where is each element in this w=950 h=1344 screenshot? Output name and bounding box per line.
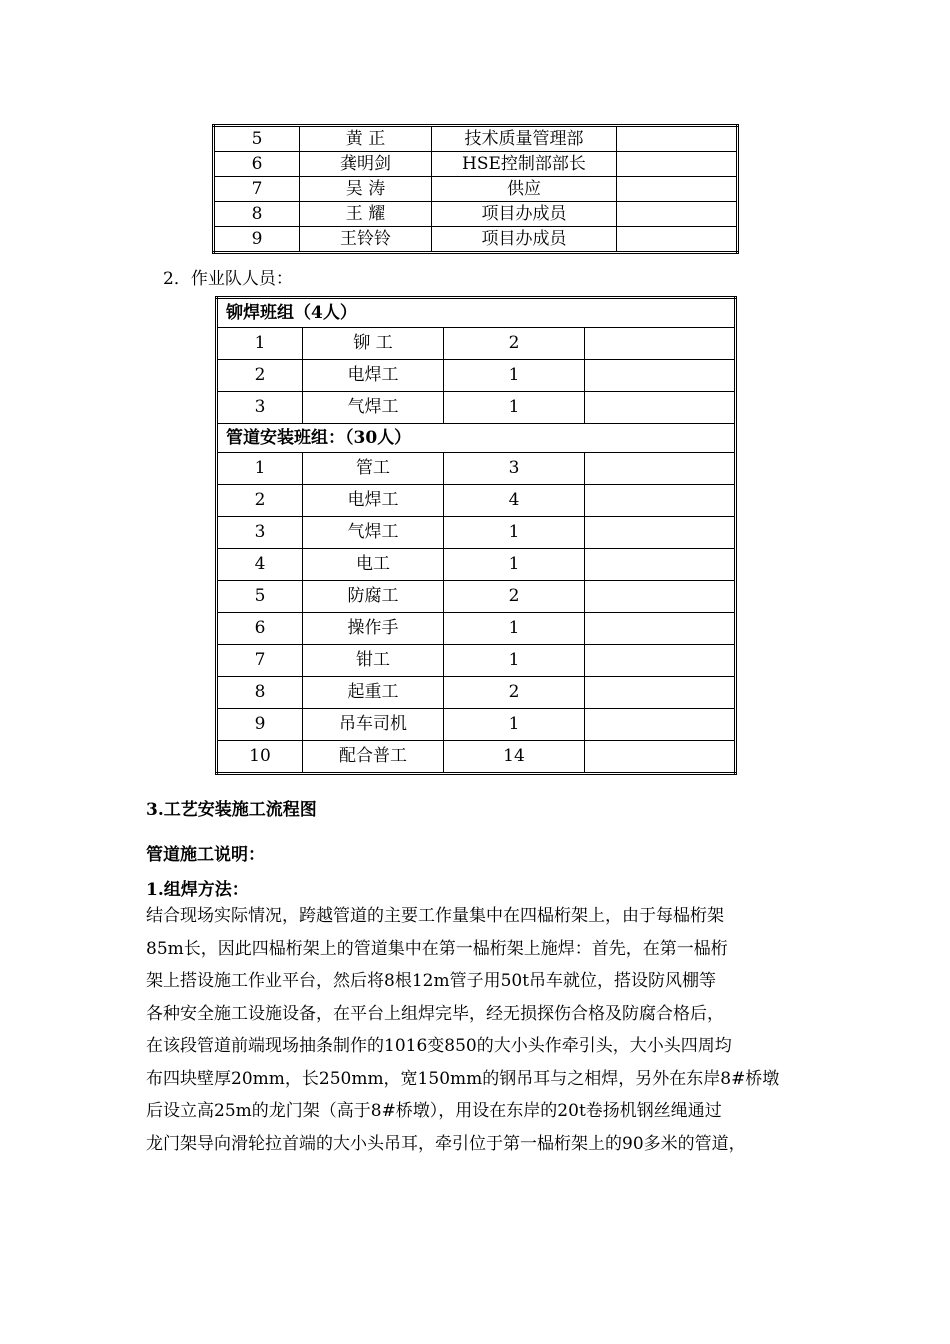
note-cell <box>585 517 736 549</box>
row-number: 7 <box>214 177 300 202</box>
note-cell <box>617 126 738 152</box>
row-number: 8 <box>214 202 300 227</box>
worker-count: 4 <box>444 485 585 517</box>
work-team-table <box>215 296 737 775</box>
worker-count: 1 <box>444 645 585 677</box>
table-row <box>217 360 736 392</box>
row-number: 7 <box>217 645 303 677</box>
row-number: 1 <box>217 453 303 485</box>
paragraph-line: 结合现场实际情况，跨越管道的主要工作量集中在四榀桁架上，由于每榀桁架 <box>146 906 724 926</box>
note-cell <box>585 709 736 741</box>
trade-name: 钳工 <box>303 645 444 677</box>
worker-count: 3 <box>444 453 585 485</box>
row-number: 4 <box>217 549 303 581</box>
group-header-row <box>217 298 736 328</box>
staff-name: 龚明剑 <box>300 152 432 177</box>
row-number: 9 <box>214 227 300 253</box>
worker-count: 1 <box>444 613 585 645</box>
note-cell <box>585 645 736 677</box>
table-row <box>214 202 738 227</box>
staff-role: 供应 <box>432 177 617 202</box>
welding-method-paragraph <box>146 900 826 1160</box>
worker-count: 1 <box>444 360 585 392</box>
trade-name: 电焊工 <box>303 485 444 517</box>
row-number: 5 <box>217 581 303 613</box>
table-row <box>217 328 736 360</box>
trade-name: 铆 工 <box>303 328 444 360</box>
trade-name: 气焊工 <box>303 517 444 549</box>
group-title: 管道安装班组：（30人） <box>217 424 736 453</box>
row-number: 8 <box>217 677 303 709</box>
table-row <box>217 613 736 645</box>
row-number: 2 <box>217 360 303 392</box>
row-number: 3 <box>217 392 303 424</box>
worker-count: 14 <box>444 741 585 774</box>
row-number: 3 <box>217 517 303 549</box>
paragraph-line: 架上搭设施工作业平台，然后将8根12m管子用50t吊车就位，搭设防风棚等 <box>146 971 717 991</box>
worker-count: 1 <box>444 392 585 424</box>
trade-name: 操作手 <box>303 613 444 645</box>
note-cell <box>585 677 736 709</box>
row-number: 2 <box>217 485 303 517</box>
row-number: 6 <box>214 152 300 177</box>
trade-name: 吊车司机 <box>303 709 444 741</box>
note-cell <box>617 177 738 202</box>
welding-method-heading: 1.组焊方法： <box>146 880 249 900</box>
table-row <box>217 453 736 485</box>
staff-role: 项目办成员 <box>432 227 617 253</box>
worker-count: 1 <box>444 549 585 581</box>
trade-name: 气焊工 <box>303 392 444 424</box>
worker-count: 2 <box>444 677 585 709</box>
section-2-label: 2．作业队人员： <box>163 269 293 289</box>
trade-name: 电焊工 <box>303 360 444 392</box>
table-row <box>217 709 736 741</box>
trade-name: 电工 <box>303 549 444 581</box>
trade-name: 防腐工 <box>303 581 444 613</box>
table-row <box>214 227 738 253</box>
paragraph-line: 后设立高25m的龙门架（高于8#桥墩），用设在东岸的20t卷扬机钢丝绳通过 <box>146 1101 722 1121</box>
paragraph-line: 85m长，因此四榀桁架上的管道集中在第一榀桁架上施焊：首先，在第一榀桁 <box>146 938 728 959</box>
row-number: 10 <box>217 741 303 774</box>
staff-role: 技术质量管理部 <box>432 126 617 152</box>
trade-name: 管工 <box>303 453 444 485</box>
trade-name: 起重工 <box>303 677 444 709</box>
staff-role: HSE控制部部长 <box>432 152 617 177</box>
group-title: 铆焊班组（4人） <box>217 298 736 328</box>
staff-name: 王铃铃 <box>300 227 432 253</box>
table-row <box>217 741 736 774</box>
table-row <box>217 677 736 709</box>
note-cell <box>585 741 736 774</box>
note-cell <box>585 392 736 424</box>
note-cell <box>617 152 738 177</box>
note-cell <box>585 613 736 645</box>
worker-count: 1 <box>444 709 585 741</box>
row-number: 1 <box>217 328 303 360</box>
paragraph-line: 布四块壁厚20mm，长250mm，宽150mm的钢吊耳与之相焊，另外在东岸8#桥墩 <box>146 1068 780 1089</box>
table-row <box>217 517 736 549</box>
table-row <box>217 485 736 517</box>
staff-name: 黄 正 <box>300 126 432 152</box>
worker-count: 2 <box>444 581 585 613</box>
note-cell <box>585 581 736 613</box>
note-cell <box>585 453 736 485</box>
group-header-row <box>217 424 736 453</box>
row-number: 5 <box>214 126 300 152</box>
trade-name: 配合普工 <box>303 741 444 774</box>
table-row <box>217 392 736 424</box>
pipe-construction-heading: 管道施工说明： <box>146 845 265 865</box>
worker-count: 2 <box>444 328 585 360</box>
note-cell <box>585 549 736 581</box>
paragraph-line: 各种安全施工设施设备，在平台上组焊完毕，经无损探伤合格及防腐合格后， <box>146 1003 724 1024</box>
management-staff-table <box>212 124 739 254</box>
table-row <box>217 549 736 581</box>
note-cell <box>617 202 738 227</box>
table-row <box>214 152 738 177</box>
table-row <box>214 126 738 152</box>
section-3-heading: 3.工艺安装施工流程图 <box>146 800 317 820</box>
note-cell <box>585 360 736 392</box>
staff-name: 王 耀 <box>300 202 432 227</box>
paragraph-line: 在该段管道前端现场抽条制作的1016变850的大小头作牵引头，大小头四周均 <box>146 1036 732 1056</box>
note-cell <box>585 328 736 360</box>
row-number: 9 <box>217 709 303 741</box>
worker-count: 1 <box>444 517 585 549</box>
table-row <box>217 581 736 613</box>
table-row <box>217 645 736 677</box>
row-number: 6 <box>217 613 303 645</box>
paragraph-line: 龙门架导向滑轮拉首端的大小头吊耳，牵引位于第一榀桁架上的90多米的管道， <box>146 1133 746 1154</box>
note-cell <box>617 227 738 253</box>
note-cell <box>585 485 736 517</box>
table-row <box>214 177 738 202</box>
staff-role: 项目办成员 <box>432 202 617 227</box>
staff-name: 吴 涛 <box>300 177 432 202</box>
